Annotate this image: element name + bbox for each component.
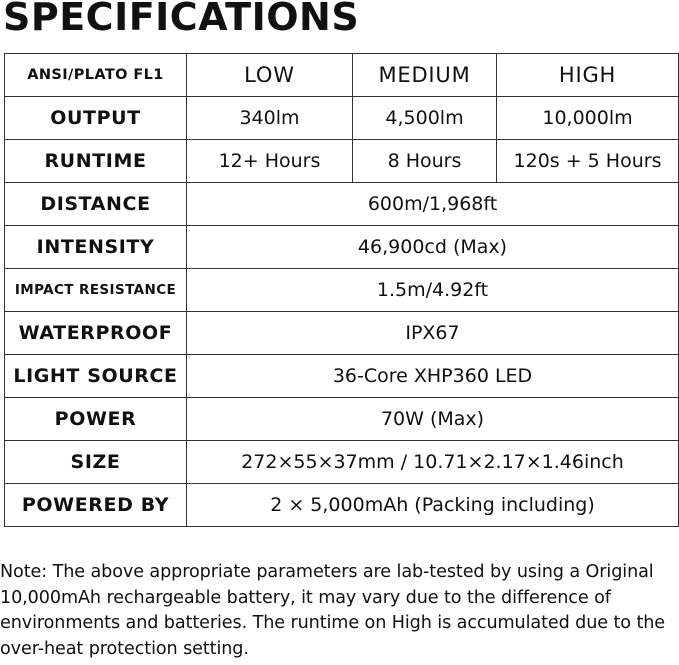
table-row-distance	[5, 183, 679, 226]
runtime-low-value: 12+ Hours	[187, 140, 353, 183]
table-row-size	[5, 441, 679, 484]
intensity-value: 46,900cd (Max)	[187, 226, 679, 269]
page-title: SPECIFICATIONS	[3, 0, 360, 39]
row-label-distance: DISTANCE	[5, 183, 187, 226]
specifications-table	[4, 53, 679, 527]
output-high-value: 10,000lm	[497, 97, 679, 140]
runtime-medium-value: 8 Hours	[353, 140, 497, 183]
row-label-powered-by: POWERED BY	[5, 484, 187, 527]
row-label-light-source: LIGHT SOURCE	[5, 355, 187, 398]
table-row-powered-by	[5, 484, 679, 527]
impact-resistance-value: 1.5m/4.92ft	[187, 269, 679, 312]
table-row-runtime	[5, 140, 679, 183]
distance-value: 600m/1,968ft	[187, 183, 679, 226]
row-label-size: SIZE	[5, 441, 187, 484]
row-label-output: OUTPUT	[5, 97, 187, 140]
row-label-power: POWER	[5, 398, 187, 441]
footnote: Note: The above appropriate parameters are lab-tested by using a Original 10,000mAh rechargeable battery, it may vary due to the difference of environments and batteries. The runtime on High is accumulated due to the over-heat protection setting.	[0, 562, 666, 659]
powered-by-value: 2 × 5,000mAh (Packing including)	[187, 484, 679, 527]
row-label-waterproof: WATERPROOF	[5, 312, 187, 355]
output-medium-value: 4,500lm	[353, 97, 497, 140]
table-header-row	[5, 54, 679, 97]
table-row-output	[5, 97, 679, 140]
row-label-runtime: RUNTIME	[5, 140, 187, 183]
header-mode-low: LOW	[187, 54, 353, 97]
power-value: 70W (Max)	[187, 398, 679, 441]
table-row-impact-resistance	[5, 269, 679, 312]
table-row-light-source	[5, 355, 679, 398]
output-low-value: 340lm	[187, 97, 353, 140]
header-mode-medium: MEDIUM	[353, 54, 497, 97]
light-source-value: 36-Core XHP360 LED	[187, 355, 679, 398]
table-row-waterproof	[5, 312, 679, 355]
row-label-intensity: INTENSITY	[5, 226, 187, 269]
size-value: 272×55×37mm / 10.71×2.17×1.46inch	[187, 441, 679, 484]
table-row-intensity	[5, 226, 679, 269]
waterproof-value: IPX67	[187, 312, 679, 355]
row-label-impact-resistance: IMPACT RESISTANCE	[5, 269, 187, 312]
table-row-power	[5, 398, 679, 441]
runtime-high-value: 120s + 5 Hours	[497, 140, 679, 183]
header-standard-label: ANSI/PLATO FL1	[5, 54, 187, 97]
header-mode-high: HIGH	[497, 54, 679, 97]
